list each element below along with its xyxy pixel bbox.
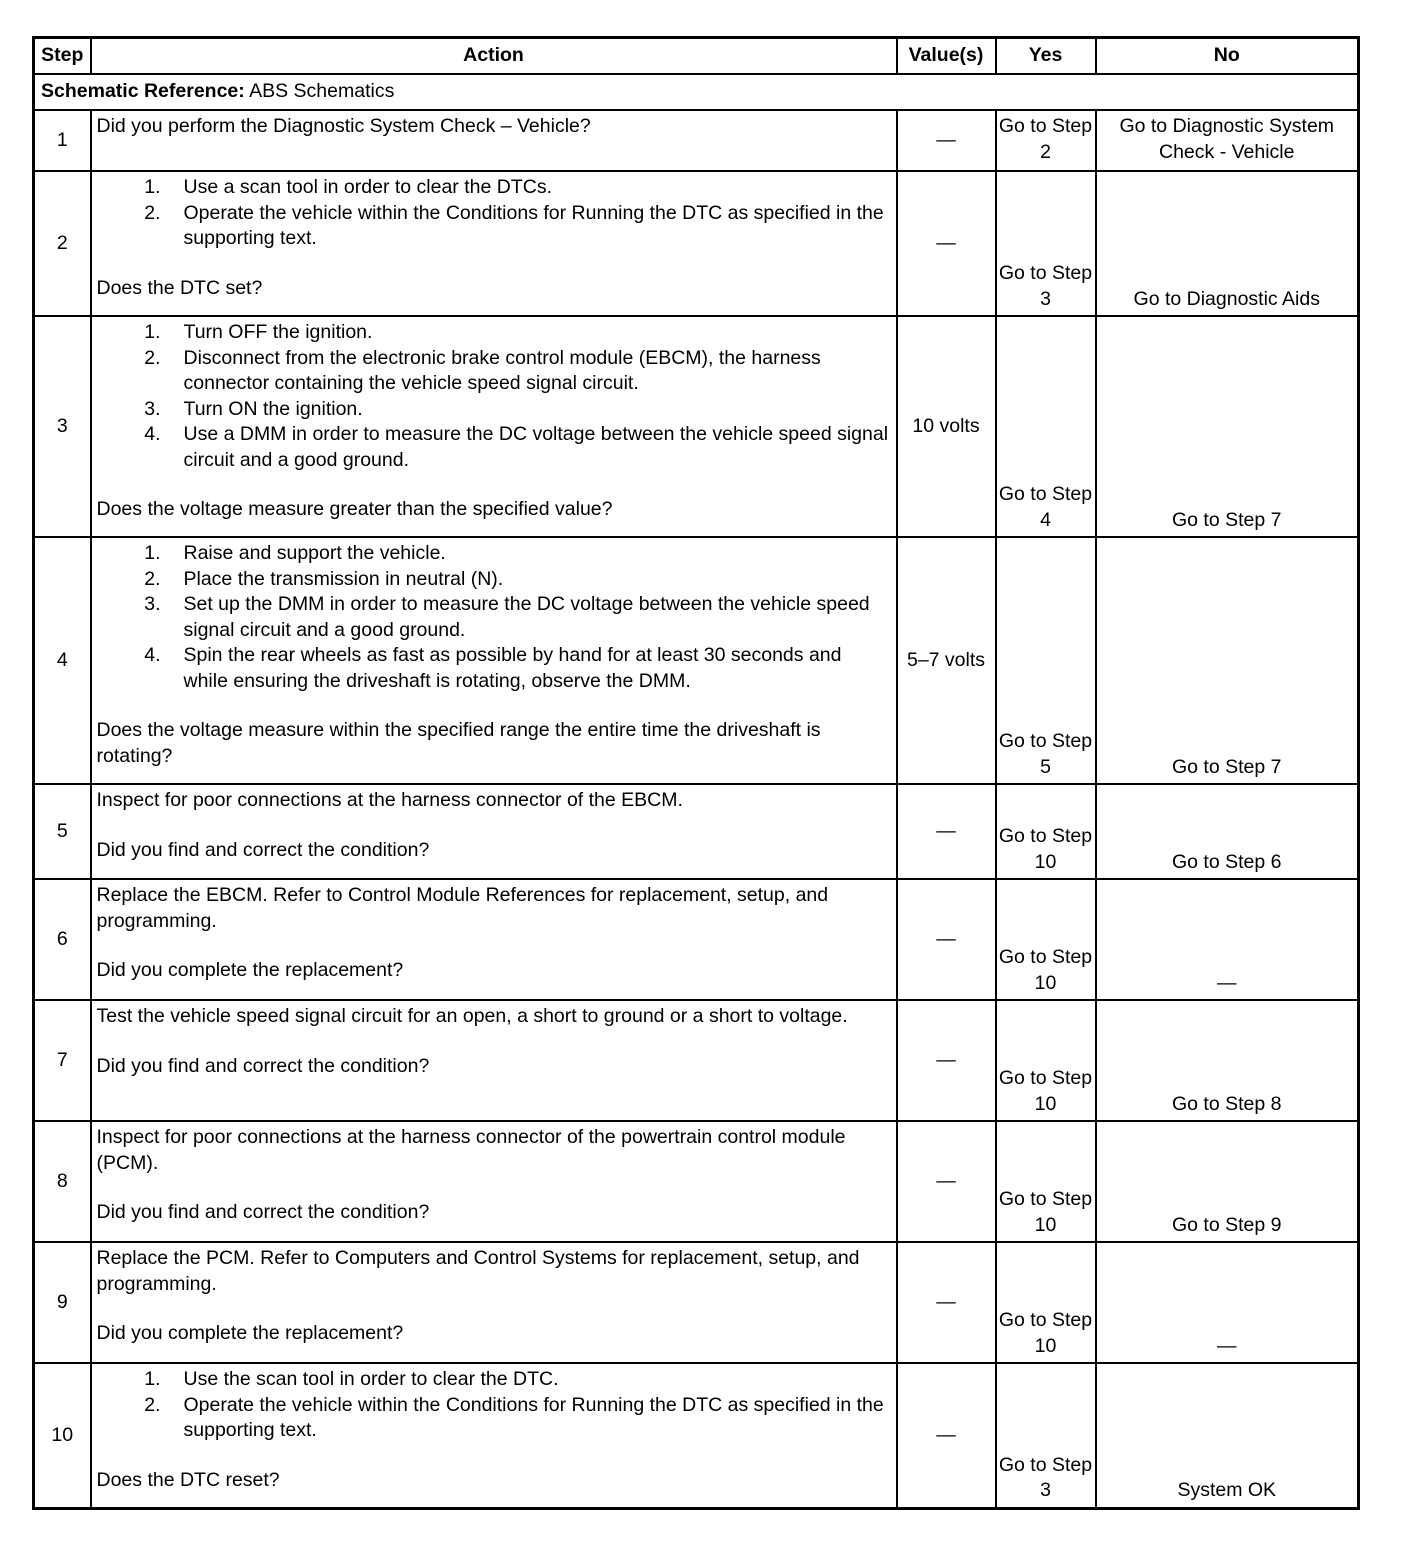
action-question: Did you find and correct the condition? xyxy=(96,838,430,861)
item-text: Raise and support the vehicle. xyxy=(183,542,446,564)
action-cell xyxy=(91,1363,897,1508)
action-cell xyxy=(91,171,897,316)
table-row xyxy=(34,1121,1359,1242)
yes-link[interactable]: Go to Step 10 xyxy=(996,879,1096,1000)
procedure-list xyxy=(97,541,890,694)
action-cell xyxy=(91,1000,897,1121)
yes-link[interactable]: Go to Step 10 xyxy=(996,1242,1096,1363)
table-row xyxy=(34,1000,1359,1121)
procedure-list xyxy=(97,1367,890,1444)
no-link: — xyxy=(1096,1242,1359,1363)
item-number: 1. xyxy=(144,321,161,343)
value-cell: 5–7 volts xyxy=(897,537,996,784)
step-number: 2 xyxy=(34,171,91,316)
schematic-reference xyxy=(34,74,1359,110)
item-text: Turn ON the ignition. xyxy=(183,397,363,420)
list-item xyxy=(97,175,890,201)
item-text: Use a scan tool in order to clear the DTCs. xyxy=(183,176,552,198)
no-link[interactable]: Go to Diagnostic System Check - Vehicle xyxy=(1096,110,1359,171)
action-text: Did you perform the Diagnostic System Check – Vehicle? xyxy=(96,115,591,137)
header-values: Value(s) xyxy=(897,38,996,75)
action-question: Does the DTC reset? xyxy=(96,1468,280,1491)
table-row xyxy=(34,784,1359,879)
value-cell: — xyxy=(897,1363,996,1508)
item-text: Use the scan tool in order to clear the DTC. xyxy=(183,1368,559,1390)
action-cell xyxy=(91,784,897,879)
list-item xyxy=(97,422,890,473)
action-cell xyxy=(91,879,897,1000)
value-cell: — xyxy=(897,110,996,171)
item-number: 1. xyxy=(144,1368,161,1390)
list-item xyxy=(97,201,890,252)
action-question: Does the DTC set? xyxy=(96,276,263,299)
value-cell: — xyxy=(897,1242,996,1363)
step-number: 9 xyxy=(34,1242,91,1363)
step-number: 5 xyxy=(34,784,91,879)
schematic-row xyxy=(34,74,1359,110)
action-cell xyxy=(91,1242,897,1363)
header-row xyxy=(34,38,1359,75)
action-question: Did you complete the replacement? xyxy=(96,959,404,981)
item-text: Operate the vehicle within the Conditions for Running the DTC as specified in the supporting text. xyxy=(183,201,884,249)
yes-link[interactable]: Go to Step 10 xyxy=(996,1000,1096,1121)
yes-link[interactable]: Go to Step 3 xyxy=(996,171,1096,316)
step-number: 6 xyxy=(34,879,91,1000)
list-item xyxy=(97,346,890,397)
item-number: 1. xyxy=(144,542,161,564)
no-link[interactable]: Go to Step 8 xyxy=(1096,1000,1359,1121)
yes-link[interactable]: Go to Step 3 xyxy=(996,1363,1096,1508)
item-text: Use a DMM in order to measure the DC voltage between the vehicle speed signal circuit and a good ground. xyxy=(183,423,889,471)
list-item xyxy=(97,541,890,567)
step-number: 10 xyxy=(34,1363,91,1508)
action-question: Does the voltage measure greater than the specified value? xyxy=(96,498,613,520)
no-link[interactable]: Go to Diagnostic Aids xyxy=(1096,171,1359,316)
list-item xyxy=(97,643,890,694)
diagnostic-table xyxy=(32,36,1360,1510)
list-item xyxy=(97,397,890,423)
item-number: 4. xyxy=(144,423,161,445)
no-link: — xyxy=(1096,879,1359,1000)
yes-link[interactable]: Go to Step 2 xyxy=(996,110,1096,171)
action-question: Did you find and correct the condition? xyxy=(96,1054,430,1077)
step-number: 4 xyxy=(34,537,91,784)
no-link[interactable]: System OK xyxy=(1096,1363,1359,1508)
list-item xyxy=(97,567,890,593)
table-row xyxy=(34,879,1359,1000)
action-cell xyxy=(91,316,897,537)
procedure-list xyxy=(97,320,890,473)
value-cell: — xyxy=(897,1000,996,1121)
step-number: 1 xyxy=(34,110,91,171)
header-no: No xyxy=(1096,38,1359,75)
yes-link[interactable]: Go to Step 10 xyxy=(996,1121,1096,1242)
header-step: Step xyxy=(34,38,91,75)
item-number: 2. xyxy=(144,1393,161,1416)
yes-link[interactable]: Go to Step 5 xyxy=(996,537,1096,784)
no-link[interactable]: Go to Step 7 xyxy=(1096,316,1359,537)
no-link[interactable]: Go to Step 7 xyxy=(1096,537,1359,784)
value-cell: — xyxy=(897,784,996,879)
schematic-label: Schematic Reference: xyxy=(41,80,245,103)
item-number: 1. xyxy=(144,176,161,198)
yes-link[interactable]: Go to Step 10 xyxy=(996,784,1096,879)
item-text: Set up the DMM in order to measure the DC voltage between the vehicle speed signal circuit and a good ground. xyxy=(183,593,870,641)
item-number: 4. xyxy=(144,644,161,666)
action-text: Inspect for poor connections at the harness connector of the EBCM. xyxy=(96,789,683,811)
item-number: 2. xyxy=(144,201,161,224)
table-row xyxy=(34,1242,1359,1363)
step-number: 3 xyxy=(34,316,91,537)
list-item xyxy=(97,1367,890,1393)
list-item xyxy=(97,320,890,346)
action-text: Replace the PCM. Refer to Computers and Control Systems for replacement, setup, and programming. xyxy=(96,1247,860,1295)
step-number: 7 xyxy=(34,1000,91,1121)
item-text: Operate the vehicle within the Conditions for Running the DTC as specified in the supporting text. xyxy=(183,1393,884,1441)
value-cell: — xyxy=(897,171,996,316)
action-cell xyxy=(91,110,897,171)
no-link[interactable]: Go to Step 9 xyxy=(1096,1121,1359,1242)
no-link[interactable]: Go to Step 6 xyxy=(1096,784,1359,879)
value-cell: 10 volts xyxy=(897,316,996,537)
item-number: 2. xyxy=(144,346,161,369)
item-number: 2. xyxy=(144,567,161,590)
value-cell: — xyxy=(897,879,996,1000)
action-question: Did you find and correct the condition? xyxy=(96,1201,430,1223)
item-text: Disconnect from the electronic brake control module (EBCM), the harness connector containing the vehicle speed signal circuit. xyxy=(183,346,821,394)
action-question: Did you complete the replacement? xyxy=(96,1322,404,1344)
header-action: Action xyxy=(91,38,897,75)
action-text: Inspect for poor connections at the harness connector of the powertrain control module (PCM). xyxy=(96,1126,846,1174)
yes-link[interactable]: Go to Step 4 xyxy=(996,316,1096,537)
item-text: Spin the rear wheels as fast as possible by hand for at least 30 seconds and while ensuring the driveshaft is rotating, observe the DMM. xyxy=(183,644,842,692)
value-cell: — xyxy=(897,1121,996,1242)
table-row xyxy=(34,110,1359,171)
table-row xyxy=(34,537,1359,784)
procedure-list xyxy=(97,175,890,252)
item-number: 3. xyxy=(144,397,161,420)
header-yes: Yes xyxy=(996,38,1096,75)
action-question: Does the voltage measure within the specified range the entire time the driveshaft is rotating? xyxy=(96,719,821,767)
table-row xyxy=(34,171,1359,316)
table-row xyxy=(34,316,1359,537)
action-cell xyxy=(91,537,897,784)
schematic-link[interactable]: ABS Schematics xyxy=(249,80,395,103)
item-number: 3. xyxy=(144,593,161,615)
list-item xyxy=(97,1393,890,1444)
item-text: Place the transmission in neutral (N). xyxy=(183,567,504,590)
action-cell xyxy=(91,1121,897,1242)
item-text: Turn OFF the ignition. xyxy=(183,321,373,343)
action-text: Replace the EBCM. Refer to Control Module References for replacement, setup, and programming. xyxy=(96,884,829,932)
table-row xyxy=(34,1363,1359,1508)
step-number: 8 xyxy=(34,1121,91,1242)
list-item xyxy=(97,592,890,643)
action-text: Test the vehicle speed signal circuit for an open, a short to ground or a short to voltage. xyxy=(96,1005,848,1027)
